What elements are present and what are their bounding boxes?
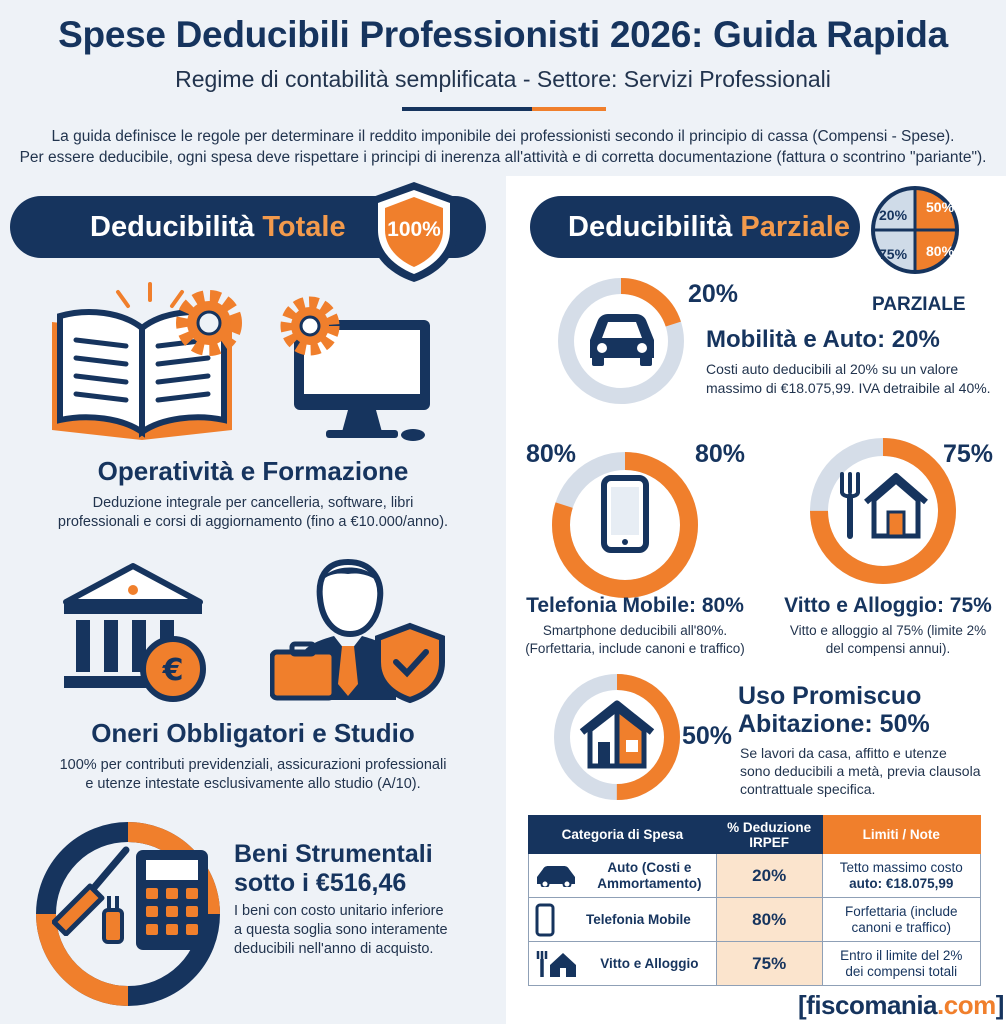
section-title-oneri: Oneri Obbligatori e Studio — [91, 718, 415, 748]
abitazione-title-2: Abitazione: 50% — [738, 710, 930, 738]
table-cell-category-2: Ammortamento) — [597, 875, 702, 891]
auto-desc-2: massimo di €18.075,99. IVA detraibile al 40%. — [706, 380, 991, 396]
vitto-desc-2: del compensi annui). — [825, 641, 951, 656]
abitazione-desc-2: sono deducibili a metà, previa clausola — [740, 763, 981, 779]
smartphone-icon — [601, 475, 649, 553]
section-desc-operativita-1: Deduzione integrale per cancelleria, software, libri — [92, 495, 414, 511]
table-row — [529, 898, 981, 942]
table-cell-note-1: Tetto massimo costo — [839, 859, 963, 875]
brand-name: fiscomania — [806, 990, 937, 1020]
table-row — [529, 854, 981, 898]
smartphone-icon-small — [535, 903, 555, 937]
table-cell-category-1: Auto (Costi e — [607, 859, 692, 875]
page-subtitle: Regime di contabilità semplificata - Settore: Servizi Professionali — [175, 66, 831, 92]
table-header-deduction-2: IRPEF — [749, 834, 790, 850]
auto-title: Mobilità e Auto: 20% — [706, 326, 940, 353]
telefonia-desc-1: Smartphone deducibili all'80%. — [542, 623, 728, 638]
banner-parziale — [530, 196, 860, 258]
pie-label-80: 80% — [926, 243, 955, 259]
table-header-deduction-1: % Deduzione — [727, 819, 812, 835]
brand-open-bracket: [ — [798, 990, 807, 1020]
table-cell-note-1: Entro il limite del 2% — [840, 947, 963, 963]
section-title-operativita: Operatività e Formazione — [97, 456, 409, 486]
table-row — [529, 942, 981, 986]
banner-parziale-highlight: Parziale — [740, 210, 850, 243]
title-underline-orange — [532, 107, 606, 111]
vitto-desc-1: Vitto e alloggio al 75% (limite 2% — [789, 623, 987, 638]
banner-totale-prefix: Deducibilità — [90, 210, 255, 243]
plug-icon — [100, 894, 126, 946]
table-cell-note — [822, 898, 980, 942]
fork-house-icon-small — [535, 949, 577, 979]
pie-label-75: 75% — [879, 246, 908, 262]
table-cell-note-2: auto: €18.075,99 — [849, 875, 954, 891]
intro-line-2: Per essere deducibile, ogni spesa deve rispettare i principi di inerenza all'attività e di corretta documentazione (fattura o scontrino "pariante"). — [19, 149, 987, 166]
table-cell-pct: 75% — [716, 942, 822, 986]
abitazione-desc-1: Se lavori da casa, affitto e utenze — [740, 745, 947, 761]
table-header-row — [529, 816, 981, 854]
brand-logo — [798, 990, 1004, 1021]
section-desc-beni-2: a questa soglia sono interamente — [234, 922, 448, 938]
brand-tld: com — [943, 990, 996, 1020]
businessman-shield-icon — [270, 554, 450, 704]
brand-close-bracket: ] — [995, 990, 1004, 1020]
table-cell-note-1: Forfettaria (include — [845, 903, 958, 919]
shield-badge-text: 100% — [387, 218, 441, 241]
deduction-table — [528, 815, 981, 986]
table-cell-category — [529, 854, 717, 898]
table-header-notes: Limiti / Note — [822, 816, 980, 854]
gear-icon-small — [274, 290, 346, 362]
section-title-beni-1: Beni Strumentali — [234, 840, 433, 868]
euro-coin-icon — [140, 636, 206, 702]
abitazione-desc-3: contrattuale specifica. — [740, 781, 876, 797]
telefonia-desc-2: (Forfettaria, include canoni e traffico) — [525, 641, 745, 656]
page-title: Spese Deducibili Professionisti 2026: Guida Rapida — [58, 14, 948, 55]
vitto-title: Vitto e Alloggio: 75% — [784, 594, 992, 617]
mouse-icon — [398, 426, 428, 442]
pie-label-50: 50% — [926, 199, 955, 215]
table-cell-category-1: Vitto e Alloggio — [600, 955, 699, 971]
table-cell-pct: 20% — [716, 854, 822, 898]
vitto-pct: 75% — [943, 440, 994, 468]
svg-text:€: € — [162, 653, 184, 688]
pie-label-20: 20% — [879, 207, 908, 223]
pie-quadrant-icon — [860, 184, 970, 276]
section-title-beni-2: sotto i €516,46 — [234, 869, 407, 897]
table-cell-category — [529, 898, 717, 942]
gear-icon — [168, 282, 250, 364]
pie-caption: PARZIALE — [872, 294, 966, 315]
table-header-deduction — [716, 816, 822, 854]
intro-line-1: La guida definisce le regole per determinare il reddito imponibile dei professionisti secondo il principio di cassa (Compensi - Spese). — [51, 128, 955, 145]
table-cell-category-1: Telefonia Mobile — [586, 911, 691, 927]
table-cell-note-2: dei compensi totali — [845, 963, 958, 979]
abitazione-pct: 50% — [682, 722, 733, 750]
telefonia-pct-right: 80% — [695, 440, 746, 468]
section-desc-oneri-2: e utenze intestate esclusivamente allo studio (A/10). — [85, 776, 421, 792]
car-icon — [584, 310, 660, 370]
auto-desc-1: Costi auto deducibili al 20% su un valore — [706, 361, 959, 377]
house-half-icon — [578, 698, 656, 770]
table-header-category: Categoria di Spesa — [529, 816, 717, 854]
title-underline-navy — [402, 107, 532, 111]
calculator-icon — [132, 846, 212, 954]
car-icon-small — [535, 865, 577, 887]
abitazione-title-1: Uso Promiscuo — [738, 682, 922, 710]
table-cell-note-2: canoni e traffico) — [851, 919, 952, 935]
table-cell-note — [822, 854, 980, 898]
fork-house-icon — [836, 470, 932, 540]
banner-parziale-prefix: Deducibilità — [568, 210, 733, 243]
brand-dot: . — [937, 990, 944, 1020]
banner-totale-highlight: Totale — [262, 210, 346, 243]
table-cell-category — [529, 942, 717, 986]
section-desc-beni-3: deducibili nell'anno di acquisto. — [234, 941, 434, 957]
table-cell-pct: 80% — [716, 898, 822, 942]
telefonia-pct-left: 80% — [526, 440, 577, 468]
auto-pct: 20% — [688, 280, 739, 308]
section-desc-operativita-2: professionali e corsi di aggiornamento (fino a €10.000/anno). — [57, 514, 449, 530]
table-cell-note — [822, 942, 980, 986]
section-desc-beni-1: I beni con costo unitario inferiore — [234, 903, 444, 919]
telefonia-title: Telefonia Mobile: 80% — [526, 594, 744, 617]
section-desc-oneri-1: 100% per contributi previdenziali, assicurazioni professionali — [59, 757, 447, 773]
